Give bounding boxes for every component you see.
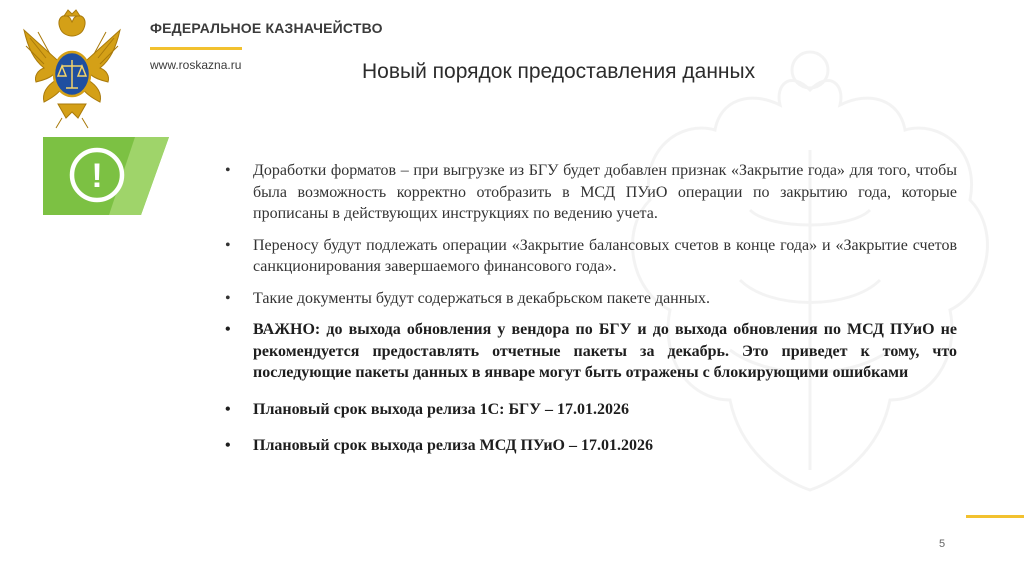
- corner-accent-line: [966, 515, 1024, 518]
- important-label: ВАЖНО:: [253, 321, 321, 338]
- treasury-eagle-emblem-icon: [16, 8, 128, 130]
- slide-title: Новый порядок предоставления данных: [362, 60, 756, 83]
- exclamation-mark: !: [91, 157, 103, 195]
- page-number: 5: [939, 538, 946, 550]
- bullet-item-important: • ВАЖНО: до выхода обновления у вендора по БГУ и до выхода обновления по МСД ПУиО не рекомендуется предоставлять отчетные пакеты за декабрь. Это приведет к тому, что последующие пакеты данных в январе могут быть отражены с блокирующими ошибками: [225, 319, 957, 384]
- bullet-item-release-msd: • Плановый срок выхода релиза МСД ПУиО – 17.01.2026: [225, 435, 957, 457]
- bullet-content: [225, 160, 957, 467]
- bullet-item-formats: • Доработки форматов – при выгрузке из БГУ будет добавлен признак «Закрытие года» для того, чтобы была возможность корректно отобразить в МСД ПУиО операции по закрытию года, которые прописаны в действующих инструкциях по ведению учета.: [225, 160, 957, 225]
- org-name: ФЕДЕРАЛЬНОЕ КАЗНАЧЕЙСТВО: [150, 20, 383, 36]
- org-url-link[interactable]: www.roskazna.ru: [150, 58, 242, 72]
- org-divider: [150, 47, 242, 50]
- bullet-item-release-bgu: • Плановый срок выхода релиза 1С: БГУ – 17.01.2026: [225, 399, 957, 421]
- bullet-item-transfer: • Переносу будут подлежать операции «Закрытие балансовых счетов в конце года» и «Закрытие счетов санкционирования завершаемого финансового года».: [225, 235, 957, 278]
- bullet-item-december-package: • Такие документы будут содержаться в декабрьском пакете данных.: [225, 288, 957, 310]
- alert-banner: [43, 137, 169, 215]
